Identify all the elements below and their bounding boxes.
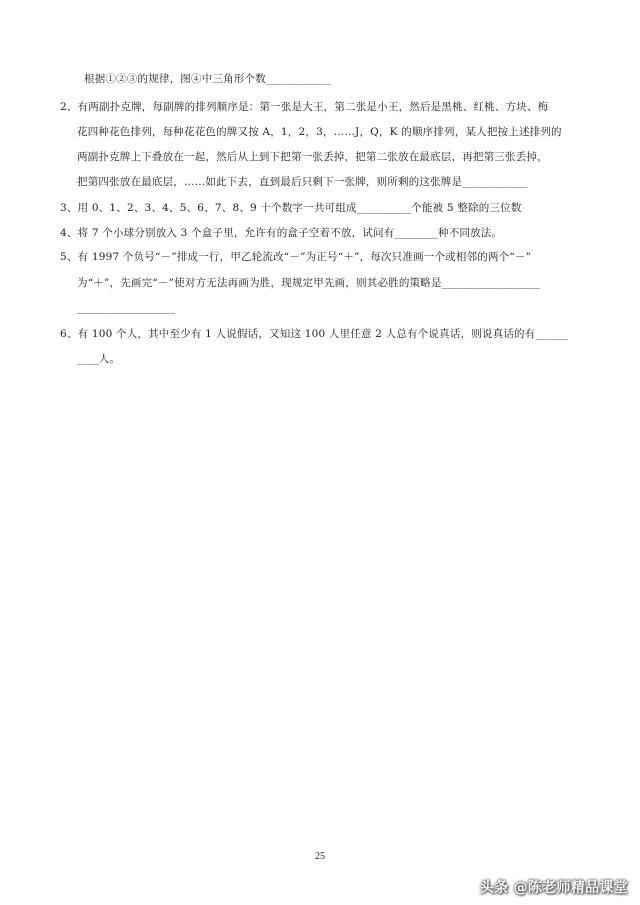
question-5-line-2: 为“＋”，先画完“－”使对方无法再画为胜，现规定甲先画，则其必胜的策略是__________________ (77, 277, 540, 289)
question-2-line-2: 花四种花色排列，每种花花色的牌又按 A，1，2，3，……J，Q，K 的顺序排列，某人把按上述排列的 (77, 126, 562, 138)
question-5-line-3: __________________ (77, 302, 176, 314)
question-3: 3、用 0、1、2、3、4、5、6、7、8、9 十个数字一共可组成__________个能被 5 整除的三位数 (60, 202, 522, 214)
question-6-line-2: ____人。 (77, 353, 121, 365)
question-4: 4、将 7 个小球分别放入 3 个盒子里，允许有的盒子空着不放，试问有________种不同放法。 (60, 227, 503, 239)
question-6-line-1: 6、有 100 个人，其中至少有 1 人说假话，又知这 100 人里任意 2 人总有个说真话，则说真话的有______ (60, 328, 569, 340)
question-5-line-1: 5、有 1997 个负号“－”排成一行，甲乙轮流改“－”为正号“＋”，每次只准画一个或相邻的两个“－” (60, 251, 532, 263)
watermark-text: 头条 @陈老师精品课堂 (479, 880, 628, 896)
page-number: 25 (315, 851, 325, 862)
question-2-line-1: 2、有两副扑克牌，每副牌的排列顺序是：第一张是大王，第二张是小王，然后是黑桃、红桃、方块、梅 (60, 101, 549, 113)
text-line-1: 根据①②③的规律，图④中三角形个数____________ (84, 73, 332, 85)
question-2-line-3: 两副扑克牌上下叠放在一起，然后从上到下把第一张丢掉，把第二张放在最底层，再把第三张丢掉， (77, 151, 548, 163)
question-2-line-4: 把第四张放在最底层，……如此下去，直到最后只剩下一张牌，则所剩的这张牌是____________ (77, 176, 528, 188)
